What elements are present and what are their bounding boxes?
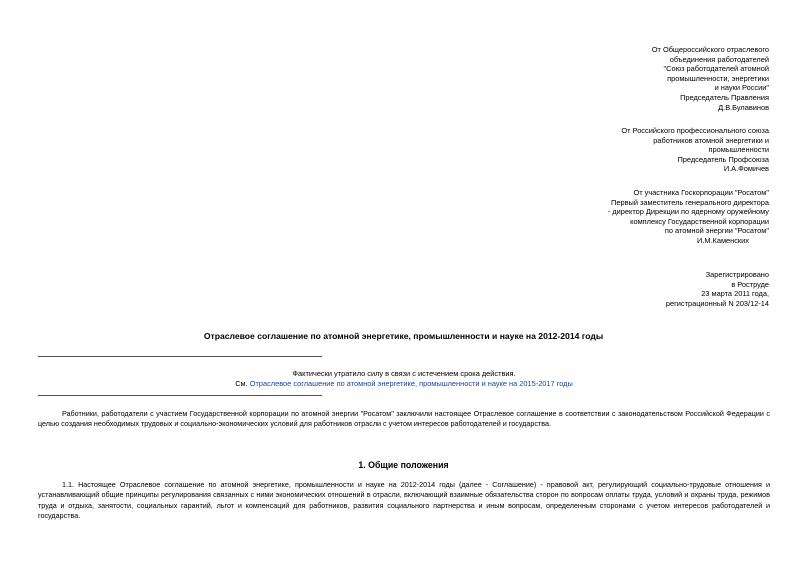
- notice-divider-bottom: [38, 395, 322, 396]
- signatory-block-rosatom: [608, 188, 769, 246]
- registration-line: 23 марта 2011 года,: [701, 289, 769, 299]
- signatory-line: работников атомной энергетики и: [653, 135, 769, 145]
- see-also-line: [38, 379, 770, 389]
- signatory-block-employers: [652, 45, 769, 112]
- notice-divider-top: [38, 356, 322, 357]
- registration-line: в Роструде: [731, 279, 769, 289]
- signatory-name: И.А.Фомичев: [723, 164, 769, 174]
- preamble-paragraph: Работники, работодатели с участием Государственной корпорации по атомной энергии "Росатом" заключили настоящее Отраслевое соглашение в соответствии с законодательством Российской Федерации с целью создания необходимых трудовых и социально-экономических условий для работников отрасли с учетом интересов работодателей и государства.: [38, 409, 770, 429]
- registration-block: [666, 270, 769, 308]
- signatory-line: Первый заместитель генерального директора: [611, 197, 769, 207]
- signatory-line: От участника Госкорпорации "Росатом": [633, 188, 769, 197]
- signatory-line: "Союз работодателей атомной: [663, 64, 769, 74]
- section-heading: 1. Общие положения: [358, 460, 449, 470]
- registration-line: Зарегистрировано: [705, 270, 769, 279]
- signatory-line: по атомной энергии "Росатом": [664, 226, 769, 236]
- signatory-line: От Общероссийского отраслевого: [651, 45, 769, 54]
- signatory-block-union: [621, 126, 769, 174]
- signatory-name: Д.В.Булавинов: [718, 102, 769, 112]
- signatory-line: - директор Дирекции по ядерному оружейному: [607, 207, 769, 217]
- section-paragraph: 1.1. Настоящее Отраслевое соглашение по атомной энергетике, промышленности и науке на 2012-2014 годы (далее - Соглашение) - правовой акт, регулирующий социально-трудовые отношения и устанавливающий общие принципы регулирования связанных с ними экономических отношений в отрасли, включающий взаимные обязательства сторон по вопросам оплаты труда, условий и охраны труда, режимов труда и отдыха, занятости, социальных гарантий, льгот и компенсаций для работников, развития социального партнерства и иным вопросам, определенным сторонами с учетом интересов работодателей и государства.: [38, 480, 770, 521]
- signatory-line: От Российского профессионального союза: [621, 126, 769, 135]
- signatory-line: Председатель Правления: [680, 92, 769, 102]
- signatory-line: промышленности: [708, 145, 769, 155]
- registration-number: регистрационный N 203/12-14: [665, 298, 769, 308]
- document-title: Отраслевое соглашение по атомной энергетике, промышленности и науке на 2012-2014 годы: [203, 331, 604, 341]
- signatory-name: И.М.Каменских: [696, 235, 749, 245]
- signatory-line: объединения работодателей: [669, 54, 769, 64]
- signatory-line: комплексу Государственной корпорации: [630, 216, 769, 226]
- signatory-line: промышленности, энергетики: [667, 73, 769, 83]
- see-also-link[interactable]: Отраслевое соглашение по атомной энергетике, промышленности и науке на 2015-2017 годы: [249, 379, 573, 388]
- see-also-prefix: См.: [235, 379, 250, 388]
- status-notice: Фактически утратило силу в связи с истечением срока действия.: [292, 369, 516, 378]
- signatory-line: Председатель Профсоюза: [677, 154, 769, 164]
- signatory-line: и науки России": [714, 83, 769, 93]
